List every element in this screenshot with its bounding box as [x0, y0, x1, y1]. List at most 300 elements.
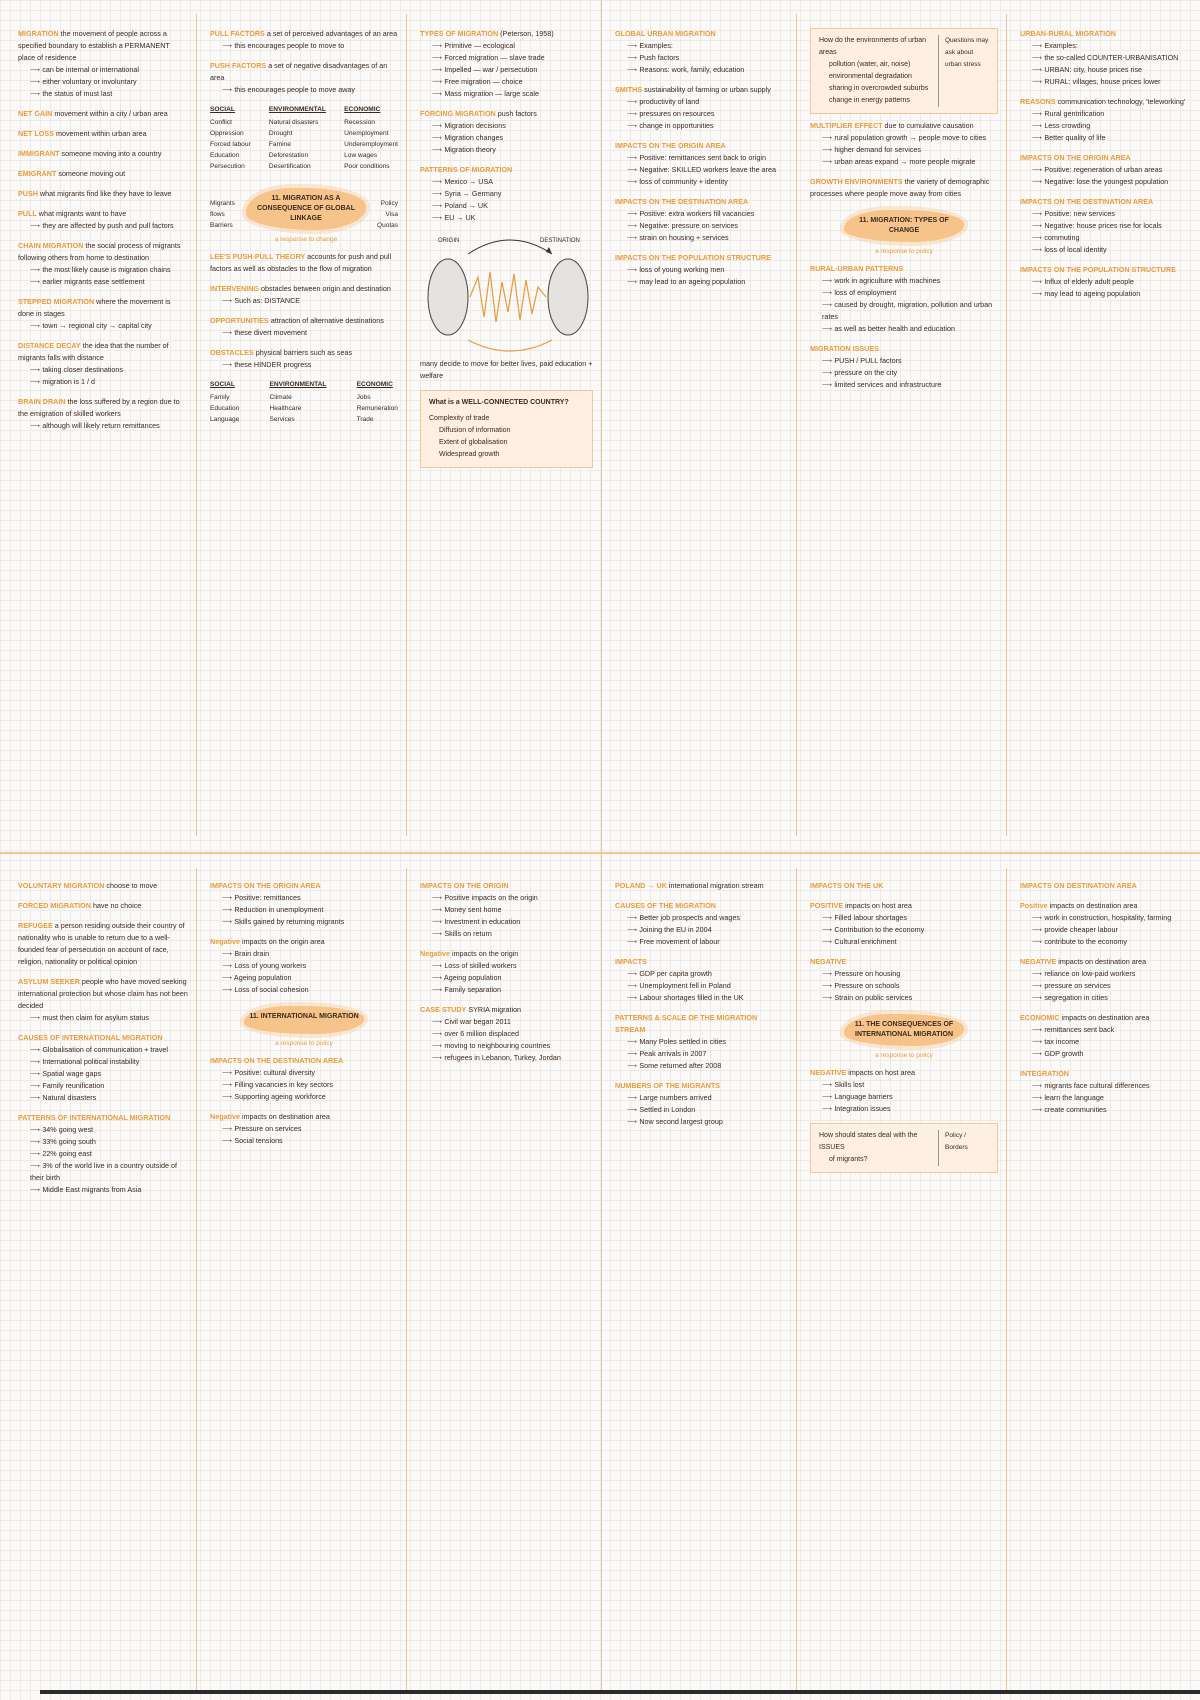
- note-bullet: ⟶ Positive: remittances sent back to origin: [615, 152, 788, 164]
- note-bullet: ⟶ change in opportunities: [615, 120, 788, 132]
- note-term: PULL FACTORS: [210, 29, 265, 38]
- factor-item: Natural disasters: [268, 119, 319, 126]
- note-item: [18, 240, 188, 288]
- note-bullet: ⟶ 3% of the world live in a country outside of their birth: [18, 1160, 188, 1184]
- note-item: [18, 1032, 188, 1104]
- note-bullet: ⟶ Pressure on schools: [810, 980, 998, 992]
- note-term: PULL: [18, 209, 37, 218]
- note-item: [615, 196, 788, 244]
- note-term: LEE'S PUSH-PULL THEORY: [210, 252, 306, 261]
- note-term: IMPACTS ON THE DESTINATION AREA: [1020, 197, 1154, 206]
- note-term: NEGATIVE: [810, 957, 847, 966]
- side-labels-left: [210, 198, 235, 231]
- note-bullet: ⟶ Large numbers arrived: [615, 1092, 788, 1104]
- note-bullet: ⟶ loss of employment: [810, 287, 998, 299]
- factor-column: [269, 104, 326, 172]
- note-item: [18, 920, 188, 968]
- note-bullet: ⟶ Integration issues: [810, 1103, 998, 1115]
- note-text: the idea that the number of migrants falls with distance: [18, 341, 169, 362]
- note-item: [18, 880, 188, 892]
- note-term: PUSH FACTORS: [210, 61, 267, 70]
- factor-table: [210, 379, 398, 425]
- note-term: INTEGRATION: [1020, 1069, 1069, 1078]
- note-term: NEGATIVE: [1020, 957, 1057, 966]
- note-text: impacts on destination area: [241, 1112, 330, 1121]
- note-text: attraction of alternative destinations: [270, 316, 384, 325]
- factor-item: Deforestation: [268, 152, 309, 159]
- notes-list: [615, 28, 788, 288]
- section-divider: [0, 852, 1200, 854]
- note-bullet: ⟶ migration is 1 / d: [18, 376, 188, 388]
- note-term: IMPACTS ON THE POPULATION STRUCTURE: [1020, 265, 1176, 274]
- note-term: NUMBERS OF THE MIGRANTS: [615, 1081, 721, 1090]
- note-bullet: ⟶ EU → UK: [420, 212, 593, 224]
- note-bullet: ⟶ this encourages people to move to: [210, 40, 398, 52]
- factor-item: Remuneration: [356, 405, 398, 412]
- notes-list: [810, 1067, 998, 1115]
- note-bullet: ⟶ Peak arrivals in 2007: [615, 1048, 788, 1060]
- migration-diagram-svg: [420, 232, 595, 352]
- note-text: impacts on host area: [845, 901, 912, 910]
- note-term: INTERVENING: [210, 284, 259, 293]
- factor-item: Services: [269, 416, 295, 423]
- highlight-blob-title: 11. MIGRATION: TYPES OF CHANGE: [844, 210, 964, 242]
- note-item: [1020, 1012, 1190, 1060]
- note-bullet: ⟶ rural population growth → people move to cities: [810, 132, 998, 144]
- side-label: Migrants: [210, 200, 235, 207]
- note-item: [210, 251, 398, 275]
- note-bullet: ⟶ Syria → Germany: [420, 188, 593, 200]
- note-item: [18, 128, 188, 140]
- side-label: Barriers: [210, 222, 233, 229]
- note-term: IMPACTS ON THE UK: [810, 881, 884, 890]
- column-divider: [796, 868, 797, 1690]
- note-bullet: ⟶ the status of must last: [18, 88, 188, 100]
- note-term: OPPORTUNITIES: [210, 316, 269, 325]
- note-text: impacts on destination area: [1061, 1013, 1150, 1022]
- box-line: change in energy patterns: [829, 97, 910, 104]
- note-term: MULTIPLIER EFFECT: [810, 121, 883, 130]
- note-term: NEGATIVE: [810, 1068, 847, 1077]
- factor-item: Unemployment: [344, 130, 389, 137]
- note-text: sustainability of farming or urban supply: [644, 85, 771, 94]
- top-column-6: [1014, 24, 1196, 844]
- bottom-column-6: [1014, 876, 1196, 1686]
- migration-diagram: [420, 232, 593, 352]
- bottom-column-1: [12, 876, 194, 1686]
- factor-item: Conflict: [210, 119, 232, 126]
- factor-column: [269, 379, 326, 425]
- factor-item: Healthcare: [269, 405, 302, 412]
- info-box-title: What is a WELL-CONNECTED COUNTRY?: [429, 399, 569, 406]
- note-item: [420, 880, 593, 940]
- highlight-blob-subtitle: a response to change: [274, 236, 338, 243]
- note-bullet: ⟶ refugees in Lebanon, Turkey, Jordan: [420, 1052, 593, 1064]
- note-bullet: ⟶ commuting: [1020, 232, 1190, 244]
- note-item: [18, 108, 188, 120]
- note-item: [1020, 96, 1190, 144]
- note-bullet: ⟶ Civil war began 2011: [420, 1016, 593, 1028]
- note-bullet: ⟶ remittances sent back: [1020, 1024, 1190, 1036]
- note-bullet: ⟶ provide cheaper labour: [1020, 924, 1190, 936]
- note-item: [18, 396, 188, 432]
- note-item: [210, 1111, 398, 1147]
- note-bullet: ⟶ Filling vacancies in key sectors: [210, 1079, 398, 1091]
- note-term: STEPPED MIGRATION: [18, 297, 95, 306]
- note-bullet: ⟶ Positive: new services: [1020, 208, 1190, 220]
- side-label: Quotas: [377, 222, 398, 229]
- factor-heading: ENVIRONMENTAL: [269, 381, 327, 388]
- factor-item: Persecution: [210, 163, 245, 170]
- note-term: IMPACTS ON THE DESTINATION AREA: [615, 197, 749, 206]
- notes-list: [810, 263, 998, 391]
- note-text: movement within urban area: [55, 129, 147, 138]
- policy-box: [810, 1123, 998, 1173]
- note-term: MIGRATION ISSUES: [810, 344, 879, 353]
- note-text: many decide to move for better lives, paid education + welfare: [420, 359, 593, 380]
- note-bullet: ⟶ Reduction in unemployment: [210, 904, 398, 916]
- origin-circle: [428, 259, 468, 335]
- note-bullet: ⟶ RURAL: villages, house prices lower: [1020, 76, 1190, 88]
- note-text: a set of perceived advantages of an area: [266, 29, 398, 38]
- notes-list: [420, 28, 593, 224]
- note-bullet: ⟶ Negative: house prices rise for locals: [1020, 220, 1190, 232]
- bottom-column-4: [609, 876, 794, 1686]
- note-bullet: ⟶ either voluntary or involuntary: [18, 76, 188, 88]
- notes-list: [810, 880, 998, 1004]
- note-text: due to cumulative causation: [884, 121, 974, 130]
- question-box-side: Questions may ask about urban stress: [938, 35, 989, 107]
- notes-list: [1020, 880, 1190, 1116]
- note-bullet: ⟶ Mass migration — large scale: [420, 88, 593, 100]
- note-bullet: ⟶ town → regional city → capital city: [18, 320, 188, 332]
- note-item: [18, 188, 188, 200]
- note-bullet: ⟶ create communities: [1020, 1104, 1190, 1116]
- notes-list: [210, 28, 398, 96]
- note-bullet: ⟶ Loss of young workers: [210, 960, 398, 972]
- note-item: [1020, 196, 1190, 256]
- note-text: the loss suffered by a region due to the emigration of skilled workers: [18, 397, 180, 418]
- note-bullet: ⟶ limited services and infrastructure: [810, 379, 998, 391]
- note-bullet: ⟶ Skills on return: [420, 928, 593, 940]
- note-term: IMPACTS ON THE ORIGIN AREA: [210, 881, 321, 890]
- note-text: physical barriers such as seas: [255, 348, 353, 357]
- note-bullet: ⟶ caused by drought, migration, pollution and urban rates: [810, 299, 998, 323]
- note-item: [810, 343, 998, 391]
- note-text: impacts on host area: [848, 1068, 915, 1077]
- theory-note: [210, 251, 398, 275]
- factor-heading: ENVIRONMENTAL: [268, 106, 326, 113]
- top-column-2: [204, 24, 404, 844]
- note-bullet: ⟶ Pressure on services: [210, 1123, 398, 1135]
- note-bullet: ⟶ GDP growth: [1020, 1048, 1190, 1060]
- note-text: someone moving into a country: [61, 149, 162, 158]
- note-bullet: ⟶ contribute to the economy: [1020, 936, 1190, 948]
- note-item: [615, 28, 788, 76]
- note-item: [615, 900, 788, 948]
- note-bullet: ⟶ Less crowding: [1020, 120, 1190, 132]
- note-bullet: ⟶ over 6 million displaced: [420, 1028, 593, 1040]
- note-text: the movement of people across a specified boundary to establish a PERMANENT place of residence: [18, 29, 170, 62]
- note-term: IMPACTS ON DESTINATION AREA: [1020, 881, 1137, 890]
- factor-item: Language: [210, 416, 240, 423]
- note-text: have no choice: [92, 901, 142, 910]
- note-item: [420, 108, 593, 156]
- note-term: GROWTH ENVIRONMENTS: [810, 177, 903, 186]
- column-divider: [796, 14, 797, 836]
- note-bullet: ⟶ Rural gentrification: [1020, 108, 1190, 120]
- note-item: [210, 315, 398, 339]
- note-bullet: ⟶ GDP per capita growth: [615, 968, 788, 980]
- note-text: the social process of migrants following others from home to destination: [18, 241, 181, 262]
- note-term: IMPACTS: [615, 957, 647, 966]
- note-bullet: ⟶ segregation in cities: [1020, 992, 1190, 1004]
- note-bullet: ⟶ Loss of social cohesion: [210, 984, 398, 996]
- note-item: [810, 120, 998, 168]
- note-text: obstacles between origin and destination: [261, 284, 391, 293]
- note-item: [1020, 900, 1190, 948]
- note-bullet: ⟶ loss of young working men: [615, 264, 788, 276]
- box-line: pollution (water, air, noise): [829, 61, 911, 68]
- highlight-blob-subtitle: a response to policy: [875, 1052, 933, 1059]
- note-item: [1020, 152, 1190, 188]
- note-bullet: ⟶ Negative: lose the youngest population: [1020, 176, 1190, 188]
- factor-item: Jobs: [356, 394, 371, 401]
- note-term: IMPACTS ON THE ORIGIN AREA: [1020, 153, 1131, 162]
- note-term: VOLUNTARY MIGRATION: [18, 881, 105, 890]
- diagram-destination-label: DESTINATION: [540, 238, 580, 244]
- note-term: RURAL-URBAN PATTERNS: [810, 264, 904, 273]
- box-line: sharing in overcrowded suburbs: [829, 85, 929, 92]
- note-term: CAUSES OF INTERNATIONAL MIGRATION: [18, 1033, 163, 1042]
- diagram-arrow-bottom: [468, 340, 552, 351]
- note-bullet: ⟶ Globalisation of communication + travel: [18, 1044, 188, 1056]
- note-item: [210, 283, 398, 307]
- column-divider: [601, 852, 602, 1690]
- note-bullet: ⟶ Better quality of life: [1020, 132, 1190, 144]
- note-bullet: ⟶ taking closer destinations: [18, 364, 188, 376]
- note-bullet: ⟶ although will likely return remittances: [18, 420, 188, 432]
- note-bullet: ⟶ Spatial wage gaps: [18, 1068, 188, 1080]
- note-bullet: ⟶ these divert movement: [210, 327, 398, 339]
- note-text: people who have moved seeking international protection but whose claim has not been decided: [18, 977, 188, 1010]
- note-bullet: ⟶ Investment in education: [420, 916, 593, 928]
- note-term: TYPES OF MIGRATION: [420, 29, 499, 38]
- bottom-column-5: [804, 876, 1004, 1686]
- note-bullet: ⟶ PUSH / PULL factors: [810, 355, 998, 367]
- note-item: [420, 358, 593, 382]
- note-bullet: ⟶ productivity of land: [615, 96, 788, 108]
- column-divider: [1006, 14, 1007, 836]
- highlight-blob-subtitle: a response to policy: [875, 248, 933, 255]
- note-item: [210, 1055, 398, 1103]
- note-term: IMPACTS ON THE POPULATION STRUCTURE: [615, 253, 771, 262]
- note-bullet: ⟶ earlier migrants ease settlement: [18, 276, 188, 288]
- note-bullet: ⟶ Free movement of labour: [615, 936, 788, 948]
- note-item: [18, 296, 188, 332]
- factor-item: Education: [210, 405, 240, 412]
- box-line: How should states deal with the ISSUES: [819, 1132, 918, 1151]
- note-bullet: ⟶ Brain drain: [210, 948, 398, 960]
- note-term: GLOBAL URBAN MIGRATION: [615, 29, 716, 38]
- note-bullet: ⟶ as well as better health and education: [810, 323, 998, 335]
- side-label: Visa: [385, 211, 398, 218]
- note-bullet: ⟶ Pressure on housing: [810, 968, 998, 980]
- note-bullet: ⟶ Free migration — choice: [420, 76, 593, 88]
- note-item: [1020, 956, 1190, 1004]
- note-bullet: ⟶ urban areas expand → more people migrate: [810, 156, 998, 168]
- column-divider: [196, 868, 197, 1690]
- note-bullet: ⟶ may lead to ageing population: [1020, 288, 1190, 300]
- note-term: EMIGRANT: [18, 169, 57, 178]
- note-term: OBSTACLES: [210, 348, 254, 357]
- note-text: impacts on destination area: [1049, 901, 1138, 910]
- note-bullet: ⟶ may lead to an ageing population: [615, 276, 788, 288]
- note-term: URBAN-RURAL MIGRATION: [1020, 29, 1116, 38]
- note-bullet: ⟶ can be internal or international: [18, 64, 188, 76]
- note-item: [810, 956, 998, 1004]
- note-bullet: ⟶ Money sent home: [420, 904, 593, 916]
- factor-item: Forced labour: [210, 141, 251, 148]
- note-text: a set of negative disadvantages of an area: [210, 61, 388, 82]
- note-term: NET LOSS: [18, 129, 54, 138]
- note-item: [210, 936, 398, 996]
- box-line: environmental degradation: [829, 73, 912, 80]
- note-item: [18, 28, 188, 100]
- note-bullet: ⟶ loss of community + identity: [615, 176, 788, 188]
- note-bullet: ⟶ Some returned after 2008: [615, 1060, 788, 1072]
- note-bullet: ⟶ URBAN: city, house prices rise: [1020, 64, 1190, 76]
- factor-item: Oppression: [210, 130, 244, 137]
- note-term: DISTANCE DECAY: [18, 341, 81, 350]
- note-item: [420, 164, 593, 224]
- note-item: [810, 263, 998, 335]
- notes-list: [810, 120, 998, 200]
- factor-heading: SOCIAL: [210, 106, 235, 113]
- factor-heading: ECONOMIC: [356, 381, 393, 388]
- note-item: [18, 900, 188, 912]
- note-text: accounts for push and pull factors as well as obstacles to the flow of migration: [210, 252, 392, 273]
- note-item: [1020, 28, 1190, 88]
- note-bullet: ⟶ Loss of skilled workers: [420, 960, 593, 972]
- note-bullet: ⟶ Strain on public services: [810, 992, 998, 1004]
- factor-column: [344, 104, 398, 172]
- box-line: Diffusion of information: [439, 427, 511, 434]
- note-item: [810, 880, 998, 892]
- note-term: FORCED MIGRATION: [18, 901, 91, 910]
- note-term: REASONS: [1020, 97, 1056, 106]
- factor-item: Poor conditions: [344, 163, 390, 170]
- note-term: CHAIN MIGRATION: [18, 241, 84, 250]
- note-bullet: ⟶ pressure on the city: [810, 367, 998, 379]
- note-bullet: ⟶ learn the language: [1020, 1092, 1190, 1104]
- note-item: [615, 84, 788, 132]
- note-text: communication technology, 'teleworking': [1057, 97, 1186, 106]
- note-item: [1020, 880, 1190, 892]
- note-bullet: ⟶ Reasons: work, family, education: [615, 64, 788, 76]
- note-term: REFUGEE: [18, 921, 53, 930]
- diagram-origin-label: ORIGIN: [438, 238, 460, 244]
- question-box-lines: [819, 35, 938, 107]
- note-item: [810, 1067, 998, 1115]
- note-bullet: ⟶ Mexico → USA: [420, 176, 593, 188]
- notes-list: [18, 880, 188, 1196]
- note-bullet: ⟶ Supporting ageing workforce: [210, 1091, 398, 1103]
- box-line: Complexity of trade: [429, 415, 490, 422]
- note-text: impacts on destination area: [1058, 957, 1147, 966]
- note-bullet: ⟶ work in construction, hospitality, farming: [1020, 912, 1190, 924]
- note-bullet: ⟶ Filled labour shortages: [810, 912, 998, 924]
- factor-heading: SOCIAL: [210, 381, 235, 388]
- note-text: where the movement is done in stages: [18, 297, 171, 318]
- factor-column: [210, 104, 251, 172]
- notes-list: [1020, 28, 1190, 300]
- note-bullet: ⟶ Settled in London: [615, 1104, 788, 1116]
- note-term: IMMIGRANT: [18, 149, 60, 158]
- highlight-blob-title: 11. THE CONSEQUENCES OF INTERNATIONAL MIGRATION: [844, 1014, 964, 1046]
- note-item: [615, 140, 788, 188]
- notes-list: [210, 283, 398, 371]
- note-item: [420, 28, 593, 100]
- note-bullet: ⟶ Skills lost: [810, 1079, 998, 1091]
- note-bullet: ⟶ Examples:: [615, 40, 788, 52]
- factor-item: Education: [210, 152, 240, 159]
- note-item: [18, 168, 188, 180]
- note-term: POSITIVE: [810, 901, 844, 910]
- obstacles-wave: [470, 272, 546, 322]
- side-labels-right: [377, 198, 398, 231]
- note-bullet: ⟶ Such as: DISTANCE: [210, 295, 398, 307]
- info-box: [420, 390, 593, 468]
- note-bullet: ⟶ Negative: SKILLED workers leave the area: [615, 164, 788, 176]
- policy-box-lines: [819, 1130, 938, 1166]
- note-item: [615, 956, 788, 1004]
- factor-column: [357, 379, 398, 425]
- note-text: the variety of demographic processes where people move away from cities: [810, 177, 990, 198]
- highlight-blob-title: 11. INTERNATIONAL MIGRATION: [244, 1006, 364, 1034]
- note-bullet: ⟶ pressure on services: [1020, 980, 1190, 992]
- note-item: [18, 976, 188, 1024]
- note-term: PATTERNS & SCALE OF THE MIGRATION STREAM: [615, 1013, 758, 1034]
- note-item: [210, 347, 398, 371]
- note-term: IMPACTS ON THE DESTINATION AREA: [210, 1056, 344, 1065]
- note-bullet: ⟶ Positive: remittances: [210, 892, 398, 904]
- note-item: [210, 60, 398, 96]
- note-bullet: ⟶ Now second largest group: [615, 1116, 788, 1128]
- column-divider: [601, 0, 602, 852]
- note-bullet: ⟶ Positive: cultural diversity: [210, 1067, 398, 1079]
- note-text: international migration stream: [668, 881, 764, 890]
- note-term: CASE STUDY: [420, 1005, 467, 1014]
- note-bullet: ⟶ moving to neighbouring countries: [420, 1040, 593, 1052]
- note-text: (Peterson, 1958): [500, 29, 554, 38]
- notes-list: [210, 880, 398, 996]
- note-bullet: ⟶ Middle East migrants from Asia: [18, 1184, 188, 1196]
- bottom-column-3: [414, 876, 599, 1686]
- note-bullet: ⟶ Positive: extra workers fill vacancies: [615, 208, 788, 220]
- note-bullet: ⟶ Poland → UK: [420, 200, 593, 212]
- box-line: How do the environments of urban areas: [819, 37, 927, 56]
- note-bullet: ⟶ Migration theory: [420, 144, 593, 156]
- note-term: NET GAIN: [18, 109, 53, 118]
- note-bullet: ⟶ the most likely cause is migration chains: [18, 264, 188, 276]
- note-text: someone moving out: [58, 169, 126, 178]
- note-bullet: ⟶ tax income: [1020, 1036, 1190, 1048]
- notes-list: [18, 28, 188, 432]
- note-item: [18, 340, 188, 388]
- highlight-blob-subtitle: a response to policy: [275, 1040, 333, 1047]
- factor-item: Famine: [268, 141, 291, 148]
